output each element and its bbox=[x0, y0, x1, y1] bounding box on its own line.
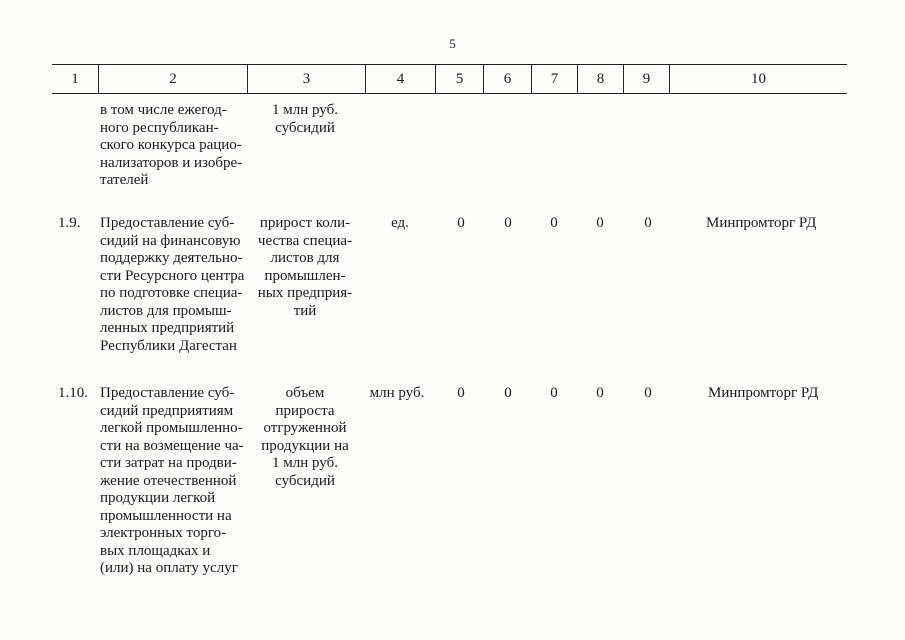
text-line: сидий предприятиям bbox=[100, 402, 234, 419]
header-col-9: 9 bbox=[623, 65, 669, 93]
page-number: 5 bbox=[449, 36, 456, 51]
row-value-8: 0 bbox=[596, 215, 604, 231]
text-line: (или) на оплату услуг bbox=[100, 560, 238, 576]
text-line: тателей bbox=[100, 172, 149, 188]
header-col-4: 4 bbox=[365, 65, 435, 93]
row-executor: Минпромторг РД bbox=[706, 215, 817, 231]
header-col-7: 7 bbox=[531, 65, 577, 93]
text-line: по подготовке специа- bbox=[100, 285, 243, 301]
text-line: сидий на финансовую bbox=[100, 232, 241, 249]
row-indicator bbox=[252, 102, 358, 137]
row-value-6: 0 bbox=[504, 385, 512, 401]
row-number: 1.9. bbox=[58, 215, 81, 231]
row-value-9: 0 bbox=[644, 215, 652, 231]
row-value-8: 0 bbox=[596, 385, 604, 401]
text-line: жение отечественной bbox=[100, 472, 237, 489]
header-col-1: 1 bbox=[71, 71, 79, 87]
header-col-3: 3 bbox=[247, 65, 365, 93]
text-line: продукции легкой bbox=[100, 490, 216, 506]
text-line: сти на возмещение ча- bbox=[100, 437, 244, 454]
header-col-6: 6 bbox=[483, 65, 531, 93]
text-line: Предоставление суб- bbox=[100, 215, 235, 231]
text-line: Республики Дагестан bbox=[100, 337, 237, 354]
text-line: нализаторов и изобре- bbox=[100, 154, 243, 171]
row-description bbox=[100, 215, 246, 355]
text-line: чества специа- bbox=[257, 232, 353, 249]
text-line: сти затрат на продви- bbox=[100, 455, 237, 471]
text-line: субсидий bbox=[275, 472, 335, 489]
header-col-2: 2 bbox=[98, 65, 247, 93]
text-line: промышленности на bbox=[100, 507, 232, 524]
row-indicator bbox=[252, 385, 358, 490]
text-line: электронных торго- bbox=[100, 525, 227, 541]
row-value-5: 0 bbox=[457, 215, 465, 231]
text-line: листов для bbox=[270, 250, 340, 266]
text-line: отгруженной bbox=[263, 420, 347, 436]
row-unit: млн руб. bbox=[369, 385, 425, 401]
text-line: продукции на bbox=[261, 437, 349, 454]
text-line: объем bbox=[285, 385, 325, 401]
text-line: прирост коли- bbox=[259, 215, 351, 231]
row-value-6: 0 bbox=[504, 215, 512, 231]
text-line: промышлен- bbox=[264, 267, 346, 284]
row-unit: ед. bbox=[391, 215, 409, 231]
text-line: тий bbox=[293, 302, 317, 319]
header-col-5: 5 bbox=[435, 65, 483, 93]
table-header-row bbox=[52, 64, 847, 94]
text-line: ского конкурса рацио- bbox=[100, 137, 242, 153]
row-value-7: 0 bbox=[550, 385, 558, 401]
text-line: субсидий bbox=[275, 119, 335, 136]
row-value-5: 0 bbox=[457, 385, 465, 401]
row-description bbox=[100, 385, 246, 578]
text-line: 1 млн руб. bbox=[272, 102, 338, 118]
row-value-9: 0 bbox=[644, 385, 652, 401]
text-line: сти Ресурсного центра bbox=[100, 267, 245, 284]
text-line: прироста bbox=[275, 402, 335, 419]
header-col-10: 10 bbox=[669, 65, 847, 93]
text-line: в том числе ежегод- bbox=[100, 102, 227, 118]
text-line: листов для промыш- bbox=[100, 302, 232, 319]
header-col-8: 8 bbox=[577, 65, 623, 93]
row-number: 1.10. bbox=[58, 385, 88, 401]
text-line: вых площадках и bbox=[100, 542, 211, 559]
row-description bbox=[100, 102, 246, 190]
text-line: ного республикан- bbox=[100, 119, 219, 136]
text-line: ных предприя- bbox=[257, 285, 353, 301]
text-line: Предоставление суб- bbox=[100, 385, 235, 401]
row-indicator bbox=[252, 215, 358, 320]
text-line: легкой промышленно- bbox=[100, 420, 243, 436]
row-executor: Минпромторг РД bbox=[708, 385, 819, 401]
text-line: 1 млн руб. bbox=[272, 455, 338, 471]
row-value-7: 0 bbox=[550, 215, 558, 231]
text-line: поддержку деятельно- bbox=[100, 250, 243, 266]
text-line: ленных предприятий bbox=[100, 320, 235, 336]
